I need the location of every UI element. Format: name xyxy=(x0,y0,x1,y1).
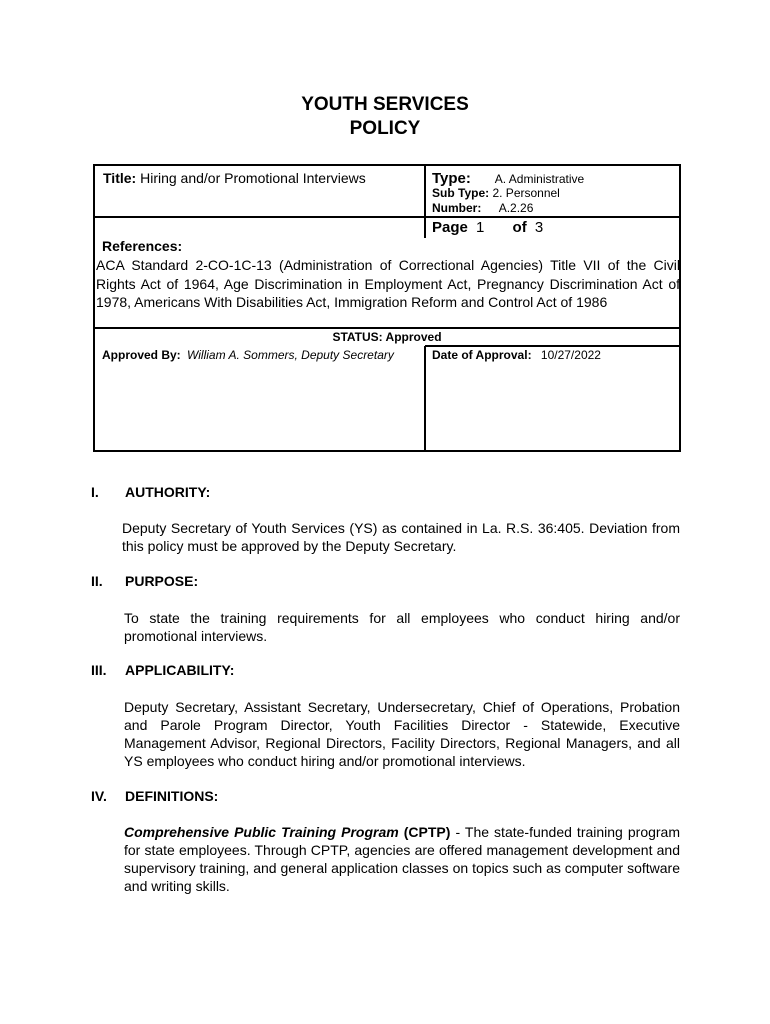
approved-by-value: William A. Sommers, Deputy Secretary xyxy=(187,348,394,362)
section-heading: DEFINITIONS: xyxy=(125,788,219,804)
section-heading: APPLICABILITY: xyxy=(125,662,235,678)
divider xyxy=(95,327,679,329)
approved-by-field xyxy=(102,348,394,362)
document-title xyxy=(0,93,770,141)
references-label: References: xyxy=(102,238,183,254)
definition-abbr: (CPTP) xyxy=(403,824,451,840)
title-line-1: YOUTH SERVICES xyxy=(301,94,469,115)
date-value: 10/27/2022 xyxy=(540,348,601,362)
policy-info-table xyxy=(93,164,681,452)
section-number: II. xyxy=(91,573,103,589)
title-value: Hiring and/or Promotional Interviews xyxy=(140,170,366,186)
title-field xyxy=(103,170,366,186)
divider xyxy=(424,216,426,238)
section-body: Deputy Secretary of Youth Services (YS) as contained in La. R.S. 36:405. Deviation from this policy must be approved by the Deputy Secretary. xyxy=(122,520,680,554)
divider xyxy=(424,166,426,220)
references-text: ACA Standard 2-CO-1C-13 (Administration of Correctional Agencies) Title VII of the Civil Rights Act of 1964, Age Discrimination in Employment Act, Pregnancy Discrimination Act of 1978, Americans With Disabilities Act, Immigration Reform and Control Act of 1986 xyxy=(96,257,680,310)
approved-by-label: Approved By: xyxy=(102,348,181,362)
of-label: of xyxy=(512,219,527,236)
page-current: 1 xyxy=(476,219,485,236)
type-value: A. Administrative xyxy=(494,172,585,186)
divider xyxy=(95,216,679,218)
subtype-value: 2. Personnel xyxy=(492,186,560,200)
section-heading: PURPOSE: xyxy=(125,573,199,589)
title-line-2: POLICY xyxy=(349,118,421,139)
definition-cptp xyxy=(124,823,680,895)
section-number: I. xyxy=(91,484,99,500)
divider xyxy=(425,345,679,347)
type-label: Type: xyxy=(432,170,471,187)
section-body: To state the training requirements for all employees who conduct hiring and/or promotional interviews. xyxy=(124,610,680,644)
subtype-label: Sub Type: xyxy=(432,186,490,200)
page-indicator xyxy=(432,219,543,236)
definition-term: Comprehensive Public Training Program xyxy=(124,824,399,840)
title-label: Title: xyxy=(103,170,137,186)
number-field xyxy=(432,201,533,215)
section-heading: AUTHORITY: xyxy=(125,484,211,500)
section-body: Deputy Secretary, Assistant Secretary, Undersecretary, Chief of Operations, Probation and Parole Program Director, Youth Facilities Director - Statewide, Executive Management Advisor, Regional Directors, Facility Directors, Regional Managers, and all YS employees who conduct hiring and/or promotional interviews. xyxy=(124,699,680,769)
page-total: 3 xyxy=(534,219,544,236)
page-label: Page xyxy=(432,219,468,236)
date-label: Date of Approval: xyxy=(432,348,532,362)
date-of-approval-field xyxy=(432,348,601,362)
number-label: Number: xyxy=(432,201,482,215)
divider xyxy=(424,346,426,452)
definition-body: - The state-funded training program for state employees. Through CPTP, agencies are offered management development and supervisory training, and general application classes on topics such as computer software and writing skills. xyxy=(124,824,681,894)
type-field xyxy=(432,170,584,187)
section-number: III. xyxy=(91,662,107,678)
number-value: A.2.26 xyxy=(498,201,534,215)
subtype-field xyxy=(432,186,560,200)
status-text: STATUS: Approved xyxy=(332,330,442,344)
section-number: IV. xyxy=(91,788,107,804)
